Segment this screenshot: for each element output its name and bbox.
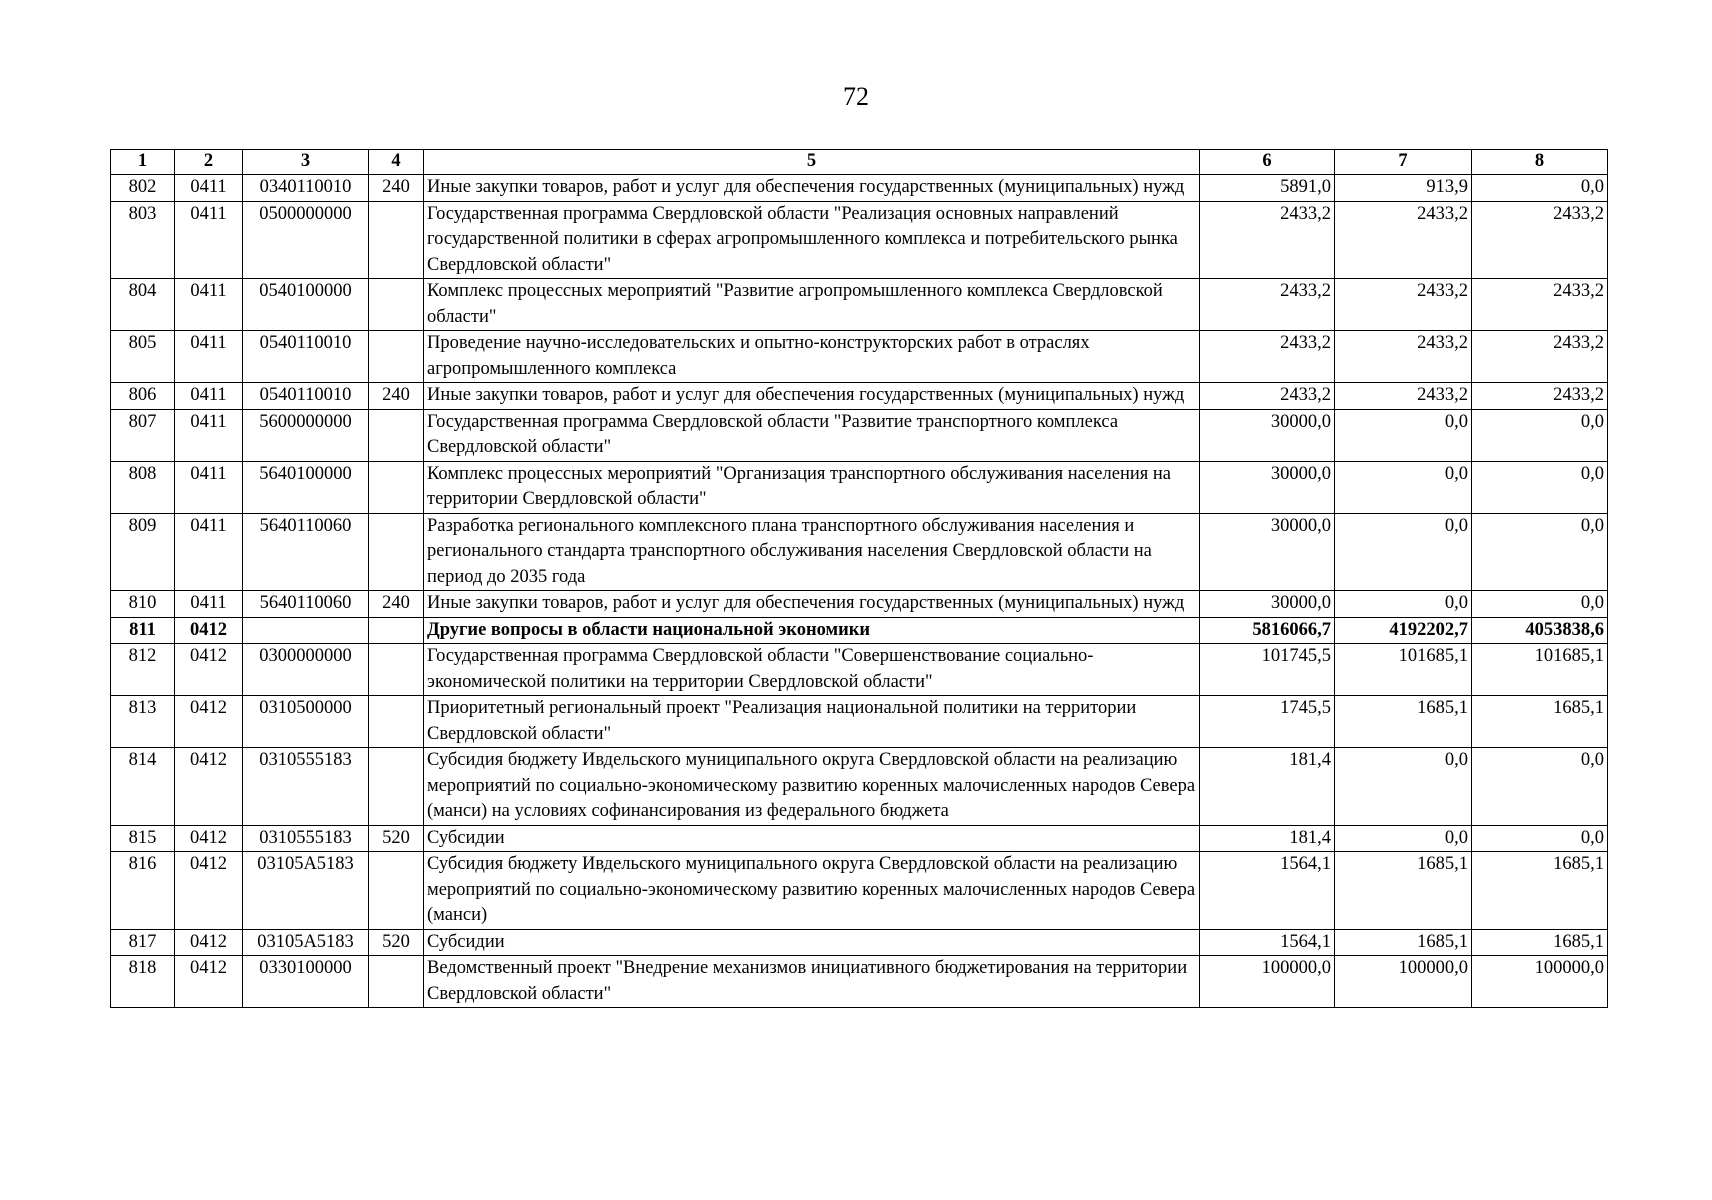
section-code: 0412 (175, 956, 243, 1008)
amount-col-8: 4053838,6 (1472, 617, 1608, 644)
expense-type-code (369, 644, 424, 696)
amount-col-7: 0,0 (1335, 825, 1472, 852)
section-code: 0412 (175, 852, 243, 930)
table-row (111, 331, 1608, 383)
target-article-code: 0500000000 (243, 201, 369, 279)
amount-col-6: 181,4 (1200, 825, 1335, 852)
amount-col-6: 30000,0 (1200, 409, 1335, 461)
section-code: 0412 (175, 644, 243, 696)
amount-col-6: 1564,1 (1200, 929, 1335, 956)
row-number: 811 (111, 617, 175, 644)
section-code: 0411 (175, 513, 243, 591)
row-number: 815 (111, 825, 175, 852)
amount-col-8: 100000,0 (1472, 956, 1608, 1008)
column-header: 4 (369, 150, 424, 175)
table-row (111, 383, 1608, 410)
row-number: 804 (111, 279, 175, 331)
column-header: 7 (1335, 150, 1472, 175)
item-name: Ведомственный проект "Внедрение механизмов инициативного бюджетирования на территории Свердловской области" (424, 956, 1200, 1008)
item-name: Субсидии (424, 825, 1200, 852)
amount-col-7: 0,0 (1335, 513, 1472, 591)
table-row (111, 175, 1608, 202)
amount-col-8: 1685,1 (1472, 696, 1608, 748)
section-code: 0412 (175, 748, 243, 826)
row-number: 818 (111, 956, 175, 1008)
amount-col-6: 101745,5 (1200, 644, 1335, 696)
expense-type-code (369, 852, 424, 930)
amount-col-8: 2433,2 (1472, 201, 1608, 279)
amount-col-6: 30000,0 (1200, 513, 1335, 591)
target-article-code: 0540110010 (243, 331, 369, 383)
target-article-code: 5640110060 (243, 513, 369, 591)
column-header: 6 (1200, 150, 1335, 175)
table-row (111, 956, 1608, 1008)
section-code: 0411 (175, 409, 243, 461)
section-code: 0411 (175, 175, 243, 202)
row-number: 805 (111, 331, 175, 383)
amount-col-8: 0,0 (1472, 591, 1608, 618)
target-article-code: 0330100000 (243, 956, 369, 1008)
item-name: Иные закупки товаров, работ и услуг для обеспечения государственных (муниципальных) нужд (424, 383, 1200, 410)
amount-col-6: 2433,2 (1200, 331, 1335, 383)
row-number: 802 (111, 175, 175, 202)
amount-col-8: 0,0 (1472, 175, 1608, 202)
expense-type-code: 240 (369, 175, 424, 202)
column-header: 5 (424, 150, 1200, 175)
row-number: 807 (111, 409, 175, 461)
target-article-code (243, 617, 369, 644)
row-number: 813 (111, 696, 175, 748)
amount-col-8: 1685,1 (1472, 929, 1608, 956)
amount-col-8: 2433,2 (1472, 279, 1608, 331)
amount-col-6: 30000,0 (1200, 591, 1335, 618)
item-name: Другие вопросы в области национальной экономики (424, 617, 1200, 644)
amount-col-6: 2433,2 (1200, 201, 1335, 279)
target-article-code: 03105A5183 (243, 852, 369, 930)
budget-table (110, 149, 1608, 1008)
amount-col-6: 5891,0 (1200, 175, 1335, 202)
table-row (111, 279, 1608, 331)
amount-col-6: 1745,5 (1200, 696, 1335, 748)
row-number: 810 (111, 591, 175, 618)
item-name: Субсидии (424, 929, 1200, 956)
amount-col-8: 2433,2 (1472, 331, 1608, 383)
target-article-code: 5640100000 (243, 461, 369, 513)
item-name: Комплекс процессных мероприятий "Развитие агропромышленного комплекса Свердловской области" (424, 279, 1200, 331)
table-row (111, 825, 1608, 852)
table-row (111, 409, 1608, 461)
expense-type-code (369, 201, 424, 279)
amount-col-6: 30000,0 (1200, 461, 1335, 513)
section-code: 0411 (175, 383, 243, 410)
amount-col-6: 5816066,7 (1200, 617, 1335, 644)
row-number: 812 (111, 644, 175, 696)
table-row (111, 696, 1608, 748)
column-header: 3 (243, 150, 369, 175)
expense-type-code: 240 (369, 383, 424, 410)
target-article-code: 5600000000 (243, 409, 369, 461)
section-code: 0412 (175, 617, 243, 644)
amount-col-7: 4192202,7 (1335, 617, 1472, 644)
row-number: 814 (111, 748, 175, 826)
amount-col-6: 100000,0 (1200, 956, 1335, 1008)
row-number: 817 (111, 929, 175, 956)
item-name: Разработка регионального комплексного плана транспортного обслуживания населения и регионального стандарта транспортного обслуживания населения Свердловской области на период до 2035 года (424, 513, 1200, 591)
item-name: Государственная программа Свердловской области "Совершенствование социально-экономической политики на территории Свердловской области" (424, 644, 1200, 696)
table-row (111, 852, 1608, 930)
item-name: Приоритетный региональный проект "Реализация национальной политики на территории Свердловской области" (424, 696, 1200, 748)
target-article-code: 0300000000 (243, 644, 369, 696)
amount-col-8: 0,0 (1472, 461, 1608, 513)
header-row (111, 150, 1608, 175)
amount-col-7: 100000,0 (1335, 956, 1472, 1008)
expense-type-code (369, 513, 424, 591)
table-row (111, 461, 1608, 513)
table-row (111, 513, 1608, 591)
item-name: Государственная программа Свердловской области "Реализация основных направлений государственной политики в сферах агропромышленного комплекса и потребительского рынка Свердловской области" (424, 201, 1200, 279)
target-article-code: 0310500000 (243, 696, 369, 748)
amount-col-8: 0,0 (1472, 513, 1608, 591)
target-article-code: 0310555183 (243, 748, 369, 826)
row-number: 816 (111, 852, 175, 930)
item-name: Иные закупки товаров, работ и услуг для обеспечения государственных (муниципальных) нужд (424, 175, 1200, 202)
amount-col-7: 2433,2 (1335, 279, 1472, 331)
table-row (111, 644, 1608, 696)
table-row (111, 748, 1608, 826)
column-header: 2 (175, 150, 243, 175)
target-article-code: 5640110060 (243, 591, 369, 618)
amount-col-6: 2433,2 (1200, 383, 1335, 410)
row-number: 803 (111, 201, 175, 279)
section-code: 0411 (175, 591, 243, 618)
row-number: 808 (111, 461, 175, 513)
amount-col-8: 101685,1 (1472, 644, 1608, 696)
amount-col-7: 101685,1 (1335, 644, 1472, 696)
column-header: 8 (1472, 150, 1608, 175)
section-code: 0412 (175, 929, 243, 956)
section-code: 0411 (175, 461, 243, 513)
expense-type-code (369, 461, 424, 513)
target-article-code: 0540100000 (243, 279, 369, 331)
amount-col-7: 2433,2 (1335, 331, 1472, 383)
expense-type-code: 240 (369, 591, 424, 618)
expense-type-code: 520 (369, 825, 424, 852)
expense-type-code (369, 331, 424, 383)
amount-col-8: 0,0 (1472, 748, 1608, 826)
target-article-code: 0540110010 (243, 383, 369, 410)
amount-col-8: 2433,2 (1472, 383, 1608, 410)
expense-type-code (369, 409, 424, 461)
table-body (111, 175, 1608, 1008)
expense-type-code (369, 617, 424, 644)
amount-col-7: 1685,1 (1335, 929, 1472, 956)
item-name: Субсидия бюджету Ивдельского муниципального округа Свердловской области на реализацию мероприятий по социально-экономическому развитию коренных малочисленных народов Севера (манси) на условиях софинансирования из федерального бюджета (424, 748, 1200, 826)
amount-col-7: 0,0 (1335, 461, 1472, 513)
row-number: 809 (111, 513, 175, 591)
amount-col-6: 2433,2 (1200, 279, 1335, 331)
amount-col-6: 1564,1 (1200, 852, 1335, 930)
page-number: 72 (843, 82, 869, 111)
amount-col-8: 0,0 (1472, 825, 1608, 852)
table-row (111, 591, 1608, 618)
amount-col-7: 2433,2 (1335, 383, 1472, 410)
column-header: 1 (111, 150, 175, 175)
amount-col-7: 0,0 (1335, 748, 1472, 826)
target-article-code: 0340110010 (243, 175, 369, 202)
table-row (111, 617, 1608, 644)
target-article-code: 03105A5183 (243, 929, 369, 956)
item-name: Иные закупки товаров, работ и услуг для обеспечения государственных (муниципальных) нужд (424, 591, 1200, 618)
amount-col-7: 1685,1 (1335, 852, 1472, 930)
expense-type-code (369, 696, 424, 748)
amount-col-7: 0,0 (1335, 409, 1472, 461)
expense-type-code (369, 956, 424, 1008)
section-code: 0412 (175, 696, 243, 748)
expense-type-code (369, 279, 424, 331)
amount-col-8: 0,0 (1472, 409, 1608, 461)
expense-type-code: 520 (369, 929, 424, 956)
item-name: Проведение научно-исследовательских и опытно-конструкторских работ в отраслях агропромышленного комплекса (424, 331, 1200, 383)
target-article-code: 0310555183 (243, 825, 369, 852)
section-code: 0411 (175, 331, 243, 383)
section-code: 0411 (175, 201, 243, 279)
amount-col-7: 913,9 (1335, 175, 1472, 202)
section-code: 0411 (175, 279, 243, 331)
amount-col-6: 181,4 (1200, 748, 1335, 826)
amount-col-7: 2433,2 (1335, 201, 1472, 279)
item-name: Субсидия бюджету Ивдельского муниципального округа Свердловской области на реализацию мероприятий по социально-экономическому развитию коренных малочисленных народов Севера (манси) (424, 852, 1200, 930)
table-row (111, 201, 1608, 279)
amount-col-7: 1685,1 (1335, 696, 1472, 748)
row-number: 806 (111, 383, 175, 410)
table-row (111, 929, 1608, 956)
item-name: Государственная программа Свердловской области "Развитие транспортного комплекса Свердловской области" (424, 409, 1200, 461)
item-name: Комплекс процессных мероприятий "Организация транспортного обслуживания населения на территории Свердловской области" (424, 461, 1200, 513)
amount-col-8: 1685,1 (1472, 852, 1608, 930)
amount-col-7: 0,0 (1335, 591, 1472, 618)
expense-type-code (369, 748, 424, 826)
section-code: 0412 (175, 825, 243, 852)
